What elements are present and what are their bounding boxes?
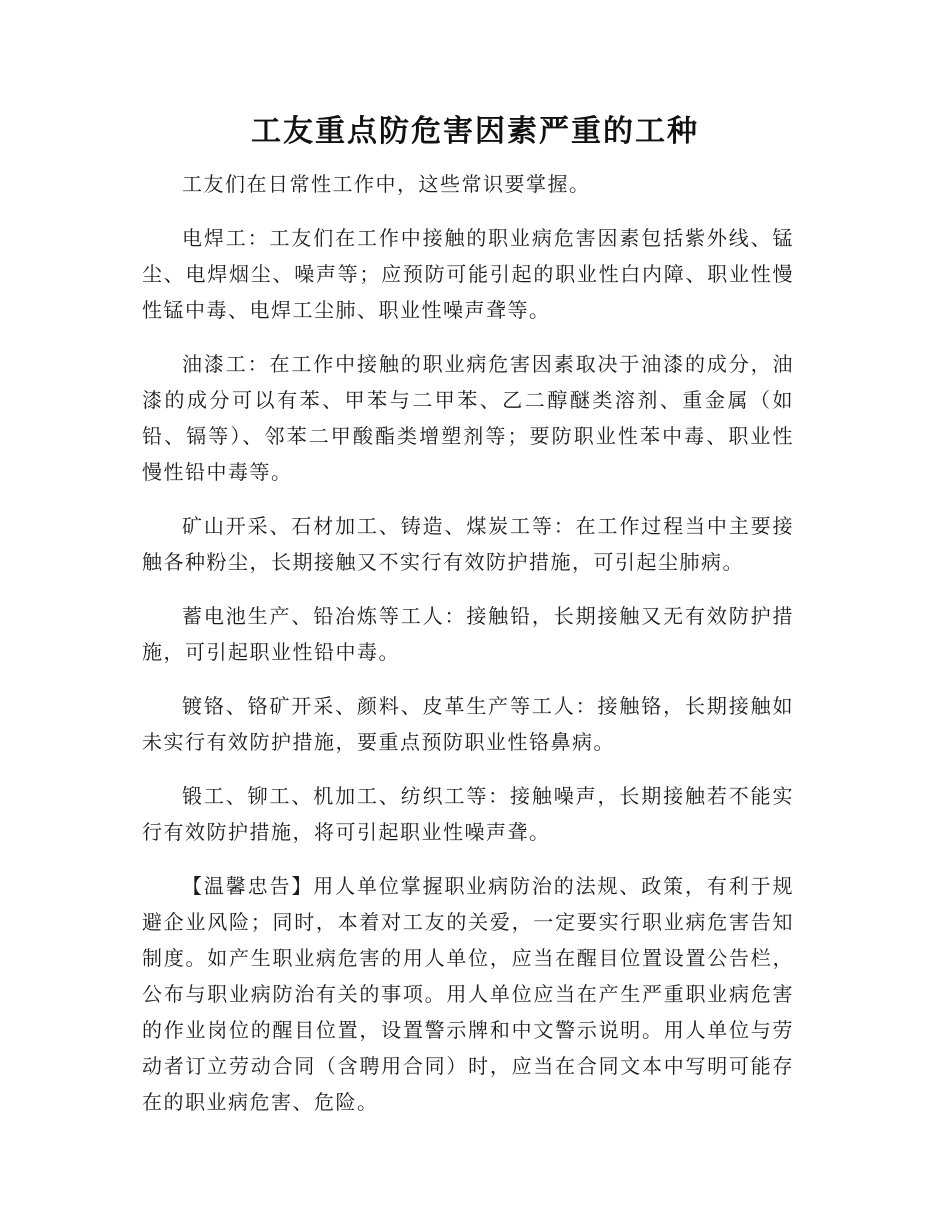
paragraph-painter: 油漆工：在工作中接触的职业病危害因素取决于油漆的成分，油漆的成分可以有苯、甲苯与二甲苯、乙二醇醚类溶剂、重金属（如铅、镉等）、邻苯二甲酸酯类增塑剂等；要防职业性苯中毒、职业性慢性铅中毒等。: [142, 352, 794, 484]
document-body: [142, 166, 794, 1138]
paragraph-battery-lead: 蓄电池生产、铅冶炼等工人：接触铅，长期接触又无有效防护措施，可引起职业性铅中毒。: [142, 604, 794, 664]
paragraph-welder: 电焊工：工友们在工作中接触的职业病危害因素包括紫外线、锰尘、电焊烟尘、噪声等；应预防可能引起的职业性白内障、职业性慢性锰中毒、电焊工尘肺、职业性噪声聋等。: [142, 226, 794, 322]
paragraph-chromium: 镀铬、铬矿开采、颜料、皮革生产等工人：接触铬，长期接触如未实行有效防护措施，要重点预防职业性铬鼻病。: [142, 694, 794, 754]
paragraph-advice: 【温馨忠告】用人单位掌握职业病防治的法规、政策，有利于规避企业风险；同时，本着对工友的关爱，一定要实行职业病危害告知制度。如产生职业病危害的用人单位，应当在醒目位置设置公告栏，公布与职业病防治有关的事项。用人单位应当在产生严重职业病危害的作业岗位的醒目位置，设置警示牌和中文警示说明。用人单位与劳动者订立劳动合同（含聘用合同）时，应当在合同文本中写明可能存在的职业病危害、危险。: [142, 874, 794, 1114]
paragraph-mining: 矿山开采、石材加工、铸造、煤炭工等：在工作过程当中主要接触各种粉尘，长期接触又不实行有效防护措施，可引起尘肺病。: [142, 514, 794, 574]
paragraph-intro: 工友们在日常性工作中，这些常识要掌握。: [182, 172, 591, 196]
paragraph-noise: 锻工、铆工、机加工、纺织工等：接触噪声，长期接触若不能实行有效防护措施，将可引起职业性噪声聋。: [142, 784, 794, 844]
document-title: 工友重点防危害因素严重的工种: [251, 114, 699, 149]
